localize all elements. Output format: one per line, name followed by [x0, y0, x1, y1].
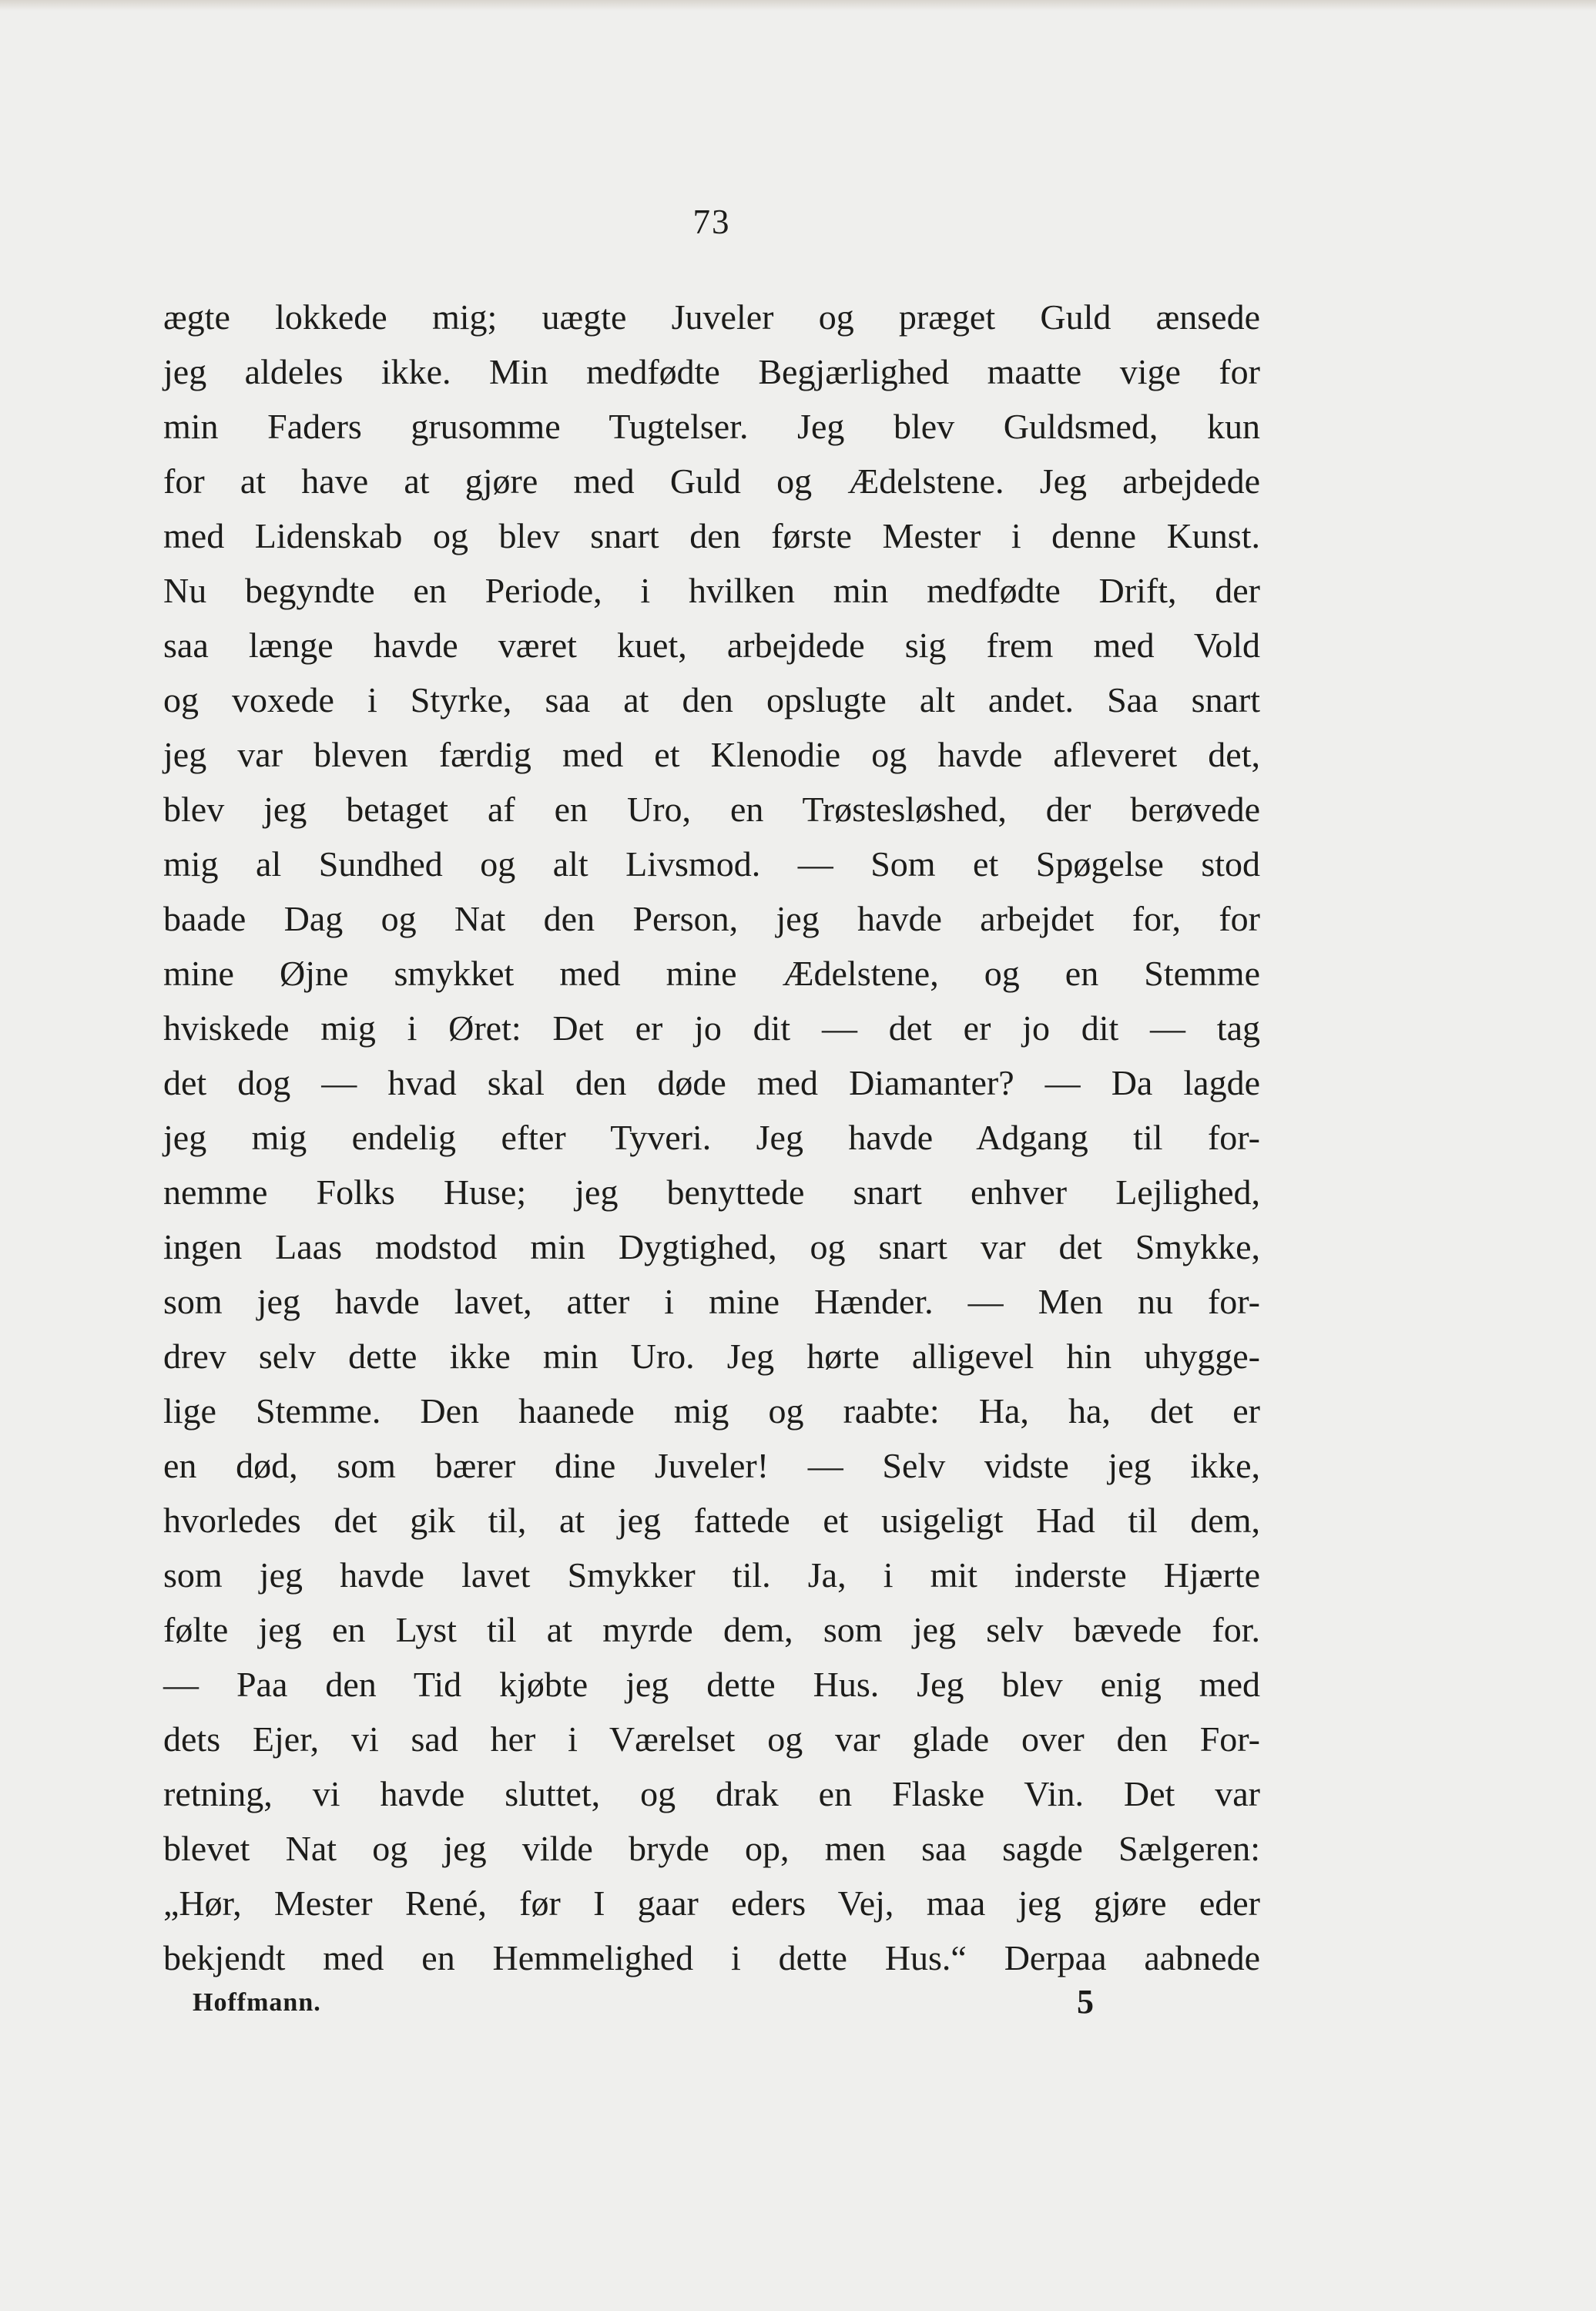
text-line: som jeg havde lavet Smykker til. Ja, i mit inderste Hjærte: [163, 1555, 1260, 1595]
text-line: jeg aldeles ikke. Min medfødte Begjærlighed maatte vige for: [163, 352, 1260, 391]
text-line: bekjendt med en Hemmelighed i dette Hus.“ Derpaa aabnede: [163, 1938, 1260, 1977]
text-line: med Lidenskab og blev snart den første Mester i denne Kunst.: [163, 516, 1260, 555]
text-line: hvorledes det gik til, at jeg fattede et usigeligt Had til dem,: [163, 1501, 1260, 1540]
text-line: nemme Folks Huse; jeg benyttede snart enhver Lejlighed,: [163, 1172, 1260, 1212]
text-line: jeg var bleven færdig med et Klenodie og havde afleveret det,: [163, 735, 1260, 774]
text-line: hviskede mig i Øret: Det er jo dit — det er jo dit — tag: [163, 1008, 1260, 1048]
body-text: [163, 290, 1260, 1985]
text-line: retning, vi havde sluttet, og drak en Flaske Vin. Det var: [163, 1774, 1260, 1813]
text-line: jeg mig endelig efter Tyveri. Jeg havde Adgang til for-: [163, 1118, 1260, 1157]
text-line: lige Stemme. Den haanede mig og raabte: Ha, ha, det er: [163, 1391, 1260, 1431]
text-line: som jeg havde lavet, atter i mine Hænder. — Men nu for-: [163, 1282, 1260, 1321]
text-line: baade Dag og Nat den Person, jeg havde arbejdet for, for: [163, 899, 1260, 938]
text-line: for at have at gjøre med Guld og Ædelstene. Jeg arbejdede: [163, 461, 1260, 501]
text-line: en død, som bærer dine Juveler! — Selv vidste jeg ikke,: [163, 1446, 1260, 1485]
text-line: ægte lokkede mig; uægte Juveler og præget Guld ænsede: [163, 297, 1260, 337]
text-line: Nu begyndte en Periode, i hvilken min medfødte Drift, der: [163, 571, 1260, 610]
text-line: det dog — hvad skal den døde med Diamanter? — Da lagde: [163, 1063, 1260, 1102]
text-line: følte jeg en Lyst til at myrde dem, som jeg selv bævede for.: [163, 1610, 1260, 1649]
text-line: drev selv dette ikke min Uro. Jeg hørte alligevel hin uhygge-: [163, 1337, 1260, 1376]
text-line: blev jeg betaget af en Uro, en Trøstesløshed, der berøvede: [163, 790, 1260, 829]
text-line: mig al Sundhed og alt Livsmod. — Som et Spøgelse stod: [163, 844, 1260, 884]
text-line: og voxede i Styrke, saa at den opslugte alt andet. Saa snart: [163, 680, 1260, 719]
page-top-edge: [0, 0, 1596, 11]
text-line: blevet Nat og jeg vilde bryde op, men saa sagde Sælgeren:: [163, 1829, 1260, 1868]
text-line: „Hør, Mester René, før I gaar eders Vej, maa jeg gjøre eder: [163, 1883, 1260, 1923]
page-footer: [193, 1982, 1094, 2028]
text-line: min Faders grusomme Tugtelser. Jeg blev Guldsmed, kun: [163, 407, 1260, 446]
text-line: saa længe havde været kuet, arbejdede sig frem med Vold: [163, 626, 1260, 665]
text-line: — Paa den Tid kjøbte jeg dette Hus. Jeg blev enig med: [163, 1665, 1260, 1704]
text-line: ingen Laas modstod min Dygtighed, og snart var det Smykke,: [163, 1227, 1260, 1266]
page-number: 73: [692, 203, 731, 241]
text-line: dets Ejer, vi sad her i Værelset og var glade over den For-: [163, 1719, 1260, 1759]
printer-signature: Hoffmann.: [193, 1988, 321, 2017]
text-line: mine Øjne smykket med mine Ædelstene, og en Stemme: [163, 954, 1260, 993]
sheet-number: 5: [1077, 1983, 1094, 2021]
